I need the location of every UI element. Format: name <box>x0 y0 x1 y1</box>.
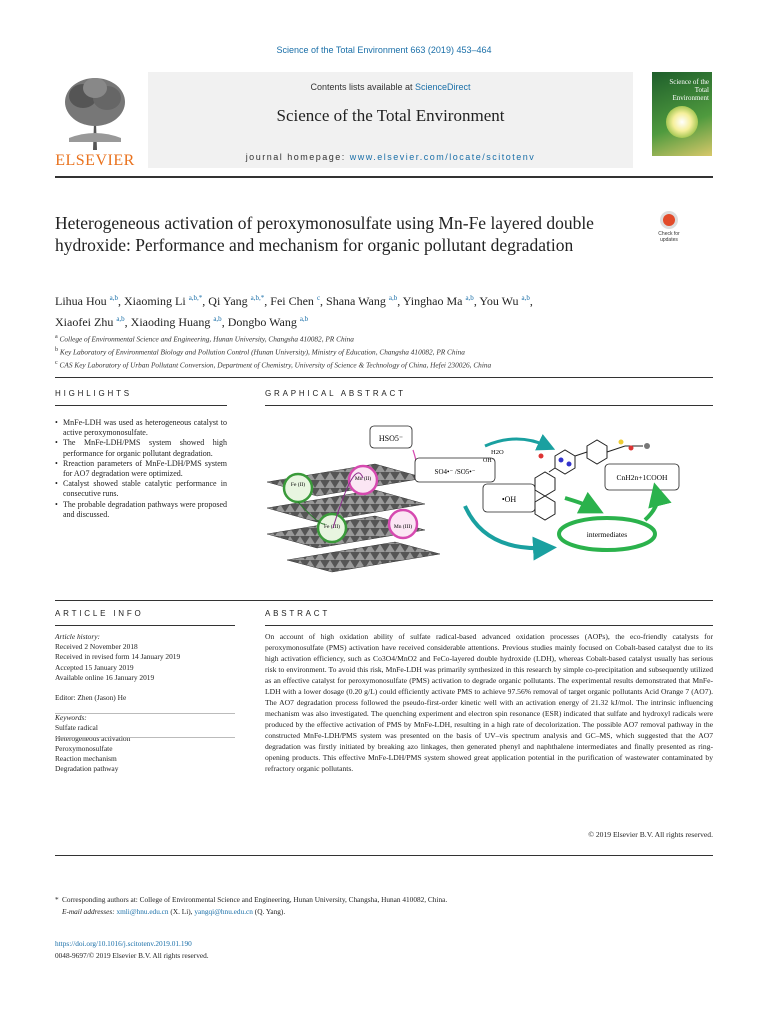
affiliation-item: $^b$ Key Laboratory of Environmental Biology and Pollution Control (Hunan University), Ministry of Education, Changsha 410082, PR China <box>55 346 465 357</box>
elsevier-logo <box>55 72 135 170</box>
history-item: Received 2 November 2018 <box>55 642 138 652</box>
abstract-copyright: © 2019 Elsevier B.V. All rights reserved. <box>588 830 713 839</box>
author[interactable]: Xiaoding Huang $^{a,b}$ <box>130 315 222 329</box>
affiliation-item: $^a$ College of Environmental Science and Engineering, Hunan University, Changsha 410082, PR China <box>55 334 354 344</box>
elsevier-wordmark: ELSEVIER <box>55 152 135 169</box>
highlights-heading: HIGHLIGHTS <box>55 389 132 398</box>
sciencedirect-link[interactable]: ScienceDirect <box>415 82 471 92</box>
masthead <box>55 72 715 172</box>
graphical-abstract-rule <box>265 405 713 406</box>
section-rule <box>55 600 713 601</box>
email-link[interactable]: xmli@hnu.edu.cn <box>116 906 169 916</box>
abstract-heading: ABSTRACT <box>265 609 331 618</box>
author[interactable]: Xiaoming Li $^{a,b,*}$ <box>124 294 203 308</box>
cover-title: Science of the Total Environment <box>669 78 709 102</box>
oh-radical-label: •OH <box>501 495 517 504</box>
hso5-label: HSO5⁻ <box>378 434 404 443</box>
article-title: Heterogeneous activation of peroxymonosulfate using Mn-Fe layered double hydroxide: Performance and mechanism for organic pollutant degradation <box>55 213 594 255</box>
section-rule <box>55 377 713 378</box>
affiliations <box>55 332 695 371</box>
graphical-abstract-figure[interactable] <box>265 416 682 582</box>
graphical-abstract-svg <box>265 416 682 582</box>
keyword: Heterogeneous activation <box>55 733 131 743</box>
product-label: CnH2n+1COOH <box>616 473 668 482</box>
author[interactable]: Yinghao Ma $^{a,b}$ <box>402 294 474 308</box>
editor-line: Editor: Zhen (Jason) He <box>55 693 127 703</box>
radicals-label: SO4•⁻ /SO5•⁻ <box>434 468 476 476</box>
author[interactable]: Fei Chen $^c$ <box>270 294 321 308</box>
info-divider <box>55 737 235 738</box>
keywords-label: Keywords: <box>55 713 87 723</box>
author[interactable]: You Wu $^{a,b}$ <box>479 294 530 308</box>
journal-cover[interactable] <box>652 72 712 156</box>
author[interactable]: Xiaofei Zhu $^{a,b}$ <box>55 315 125 329</box>
author[interactable]: Lihua Hou $^{a,b}$ <box>55 294 119 308</box>
issn-line: 0048-9697/© 2019 Elsevier B.V. All rights reserved. <box>55 950 209 960</box>
fe-ii-label: Fe (II) <box>290 482 306 488</box>
history-item: Accepted 15 January 2019 <box>55 662 134 672</box>
graphical-abstract-heading: GRAPHICAL ABSTRACT <box>265 389 406 398</box>
email-link[interactable]: yangqi@hnu.edu.cn <box>194 906 253 916</box>
article-info-heading: ARTICLE INFO <box>55 609 144 618</box>
check-updates-label: Check for updates <box>658 231 680 243</box>
journal-citation-link[interactable]: Science of the Total Environment 663 (2019) 453–464 <box>276 45 492 55</box>
oh-minus-label: OH⁻ <box>483 458 495 464</box>
doi-link[interactable]: https://doi.org/10.1016/j.scitotenv.2019.01.190 <box>55 939 192 948</box>
journal-homepage: journal homepage: www.elsevier.com/locate/scitotenv <box>245 152 536 162</box>
highlights-rule <box>55 405 227 406</box>
contents-line: Contents lists available at ScienceDirect <box>310 82 471 92</box>
abstract-text: On account of high oxidation ability of sulfate radical-based advanced oxidation processes (AOPs), the eco-friendly catalysts for peroxymonosulfate (PMS) activation have received considerable attentions. Previous studies mainly focused on Cobalt-based catalyst due to its high activation efficiency, such as Co3O4/MnO2 and FeCo-layered double hydroxide (LDH), whereas Cobalt-based catalyst usually has serious risk to environment. To avoid this risk, MnFe-LDH was primarily synthesized in this research by simple co-precipitation and subsequently utilized as an effective catalyst for peroxymonosulfate (PMS) activation to degrade organic pollutants. The experimental results demonstrated that MnFe-LDH with a lower dosage (0.20 g/L) could efficiently activate PMS to achieve 97.56% removal of target organic pollutants Acid Orange 7 (AO7). The AO7 degradation process followed the pseudo-first-order kinetic well with an activation energy of 21.32 kJ/mol. The intrinsic influencing mechanism was also investigated. The quenching experiment and electron spin resonance (ESR) indicated that sulfate and hydroxyl radicals were produced by the effective activation of PMS by MnFe-LDH, resulting in a high rate of decolorization. The possible AO7 removal pathway in the constructed MnFe-LDH/PMS system was presented on the basis of UV–vis spectrum analysis and GC–MS, which suggested that the AO7 degradation was firstly initiated by breaking azo linkages, then generated phenyl and naphthalene intermediates and finally presented as ring-opening products. This effective MnFe-LDH/PMS system showed great application potential in the purification of wastewater contaminated by refractory organic pollutants. <box>265 632 713 773</box>
author[interactable]: Shana Wang $^{a,b}$ <box>326 294 398 308</box>
affiliation-item: $^c$ CAS Key Laboratory of Urban Pollutant Conversion, Department of Chemistry, University of Science & Technology of China, Hefei 230026, China <box>55 359 492 370</box>
highlight-item: • The probable degradation pathways were proposed and discussed. <box>55 500 227 520</box>
mn-iii-label: Mn (III) <box>393 524 413 530</box>
article-info-rule <box>55 625 235 626</box>
fe-ii-circle <box>284 474 312 502</box>
intermediates-label: intermediates <box>586 530 628 539</box>
history-label: Article history: <box>55 632 100 641</box>
keyword: Peroxymonosulfate <box>55 743 113 753</box>
homepage-link[interactable]: www.elsevier.com/locate/scitotenv <box>349 152 536 162</box>
author[interactable]: Qi Yang $^{a,b,*}$ <box>208 294 265 308</box>
footer <box>55 938 455 961</box>
section-rule <box>55 855 713 856</box>
fe-iii-label: Fe (III) <box>323 524 341 530</box>
masthead-rule <box>55 176 713 178</box>
highlight-item: • The MnFe-LDH/PMS system showed high performance for organic pollutant degradation. <box>55 438 227 458</box>
abstract-rule <box>265 625 713 626</box>
history-item: Available online 16 January 2019 <box>55 672 155 682</box>
history-item: Received in revised form 14 January 2019 <box>55 652 181 662</box>
author-list: Lihua Hou $^{a,b}$, Xiaoming Li $^{a,b,*}$, Qi Yang $^{a,b,*}$, Fei Chen $^c$, Shana Wang $^{a,b}$, Yinghao Ma $^{a,b}$, You Wu $^{a,b}$, Xiaofei Zhu $^{a,b}$, Xiaoding Huang $^{a,b}$, Dongbo Wang $^{a,b}$ <box>55 294 533 329</box>
author[interactable]: Dongbo Wang $^{a,b}$ <box>227 315 309 329</box>
mn-ii-label: Mn (II) <box>354 476 372 482</box>
journal-name: Science of the Total Environment <box>276 106 505 125</box>
cover-flower-icon <box>666 106 698 138</box>
corresponding-note: * Corresponding authors at: College of Environmental Science and Engineering, Hunan University, Changsha, Hunan 410082, China. E-mail addresses: xmli@hnu.edu.cn (X. Li), yangqi@hnu.edu.cn (Q. Yang). <box>55 895 448 916</box>
journal-banner <box>148 72 633 168</box>
h2o-label: H2O <box>491 449 504 456</box>
highlight-item: • Catalyst showed stable catalytic performance in consecutive runs. <box>55 479 227 499</box>
email-label: E-mail addresses: <box>62 906 115 916</box>
highlights-list <box>55 418 227 520</box>
article-info <box>55 632 235 774</box>
check-for-updates-button[interactable] <box>652 211 686 247</box>
keyword: Sulfate radical <box>55 723 98 733</box>
corresponding-address: Corresponding authors at: College of Environmental Science and Engineering, Hunan University, Changsha, Hunan 410082, China. <box>62 895 448 904</box>
highlight-item: • MnFe-LDH was used as heterogeneous catalyst to active peroxymonosulfate. <box>55 418 227 438</box>
highlight-item: • Rreaction parameters of MnFe-LDH/PMS system for AO7 degradation were optimized. <box>55 459 227 479</box>
info-divider <box>55 713 235 714</box>
keyword: Reaction mechanism <box>55 754 117 764</box>
check-updates-icon <box>660 211 678 229</box>
keyword: Degradation pathway <box>55 764 119 774</box>
elsevier-tree-icon <box>55 72 135 152</box>
